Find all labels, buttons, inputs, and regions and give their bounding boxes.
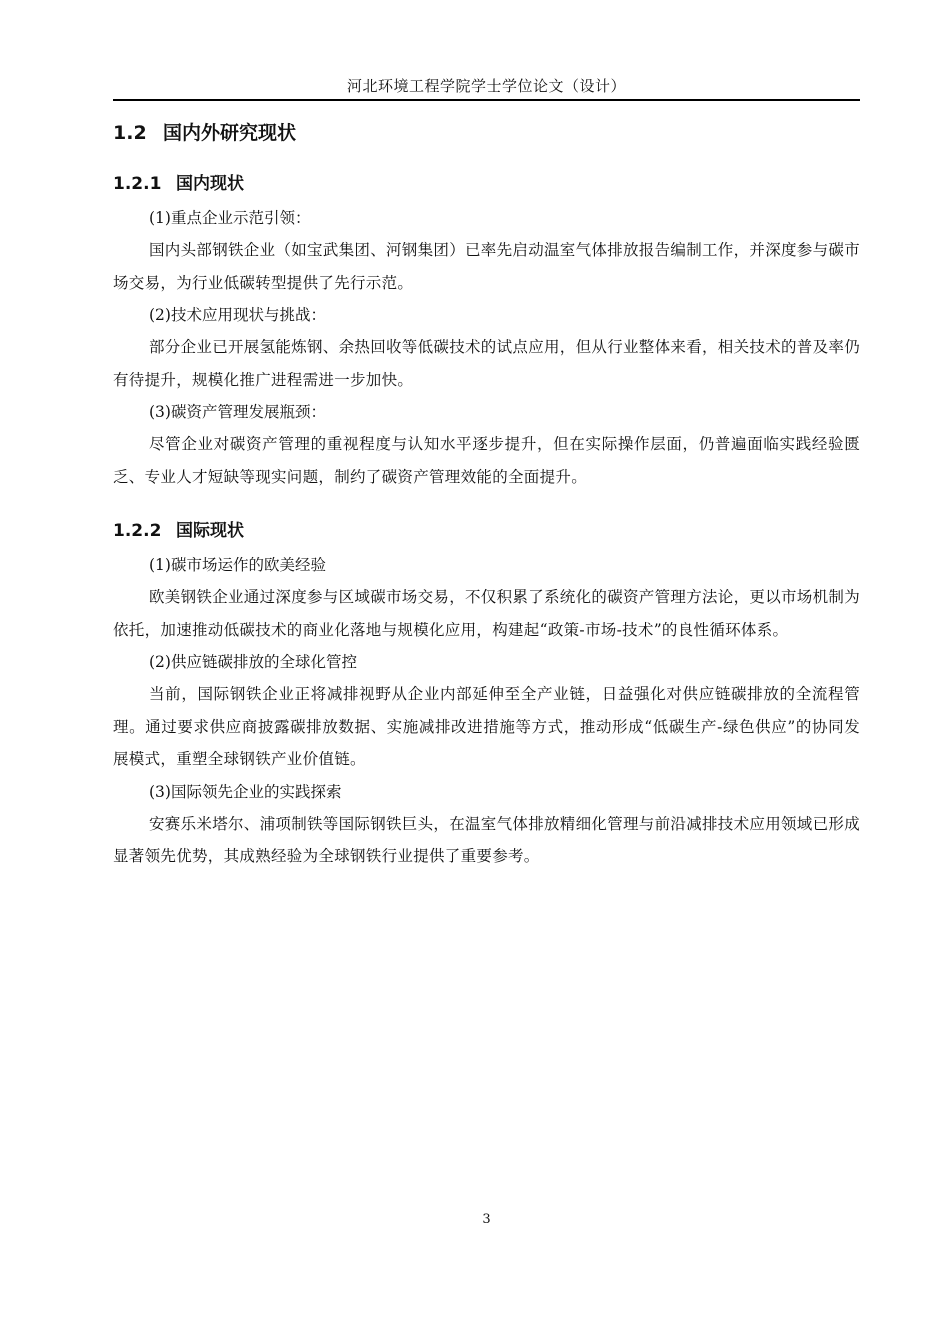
paragraph: 尽管企业对碳资产管理的重视程度与认知水平逐步提升，但在实际操作层面，仍普遍面临实践经验匮乏、专业人才短缺等现实问题，制约了碳资产管理效能的全面提升。 <box>113 435 860 486</box>
page-content <box>113 118 860 873</box>
page-number: 3 <box>482 1212 491 1227</box>
section-heading <box>113 118 860 148</box>
subsection-title: 国际现状 <box>176 521 244 541</box>
subsection-heading-international <box>113 517 860 545</box>
item-label: (1)重点企业示范引领： <box>149 209 311 227</box>
running-header: 河北环境工程学院学士学位论文（设计） <box>346 77 626 95</box>
item-label: (3)碳资产管理发展瓶颈： <box>149 403 326 421</box>
paragraph: 国内头部钢铁企业（如宝武集团、河钢集团）已率先启动温室气体排放报告编制工作，并深度参与碳市场交易，为行业低碳转型提供了先行示范。 <box>113 241 861 292</box>
subsection-heading-domestic <box>113 170 860 198</box>
paragraph: 欧美钢铁企业通过深度参与区域碳市场交易，不仅积累了系统化的碳资产管理方法论，更以市场机制为依托，加速推动低碳技术的商业化落地与规模化应用，构建起“政策-市场-技术”的良性循环体系。 <box>113 588 861 639</box>
paragraph: 当前，国际钢铁企业正将减排视野从企业内部延伸至全产业链，日益强化对供应链碳排放的全流程管理。通过要求供应商披露碳排放数据、实施减排改进措施等方式，推动形成“低碳生产-绿色供应”的协同发展模式，重塑全球钢铁产业价值链。 <box>113 685 860 768</box>
subsection-title: 国内现状 <box>176 174 244 194</box>
section-number: 1.2 <box>113 122 147 144</box>
header-rule <box>113 99 860 101</box>
subsection-number: 1.2.1 <box>113 174 162 194</box>
item-label: (1)碳市场运作的欧美经验 <box>149 556 326 574</box>
item-label: (2)技术应用现状与挑战： <box>149 306 326 324</box>
paragraph: 安赛乐米塔尔、浦项制铁等国际钢铁巨头，在温室气体排放精细化管理与前沿减排技术应用领域已形成显著领先优势，其成熟经验为全球钢铁行业提供了重要参考。 <box>113 814 861 865</box>
section-title: 国内外研究现状 <box>163 122 297 144</box>
item-label: (2)供应链碳排放的全球化管控 <box>149 653 357 671</box>
item-label: (3)国际领先企业的实践探索 <box>149 782 342 801</box>
paragraph: 部分企业已开展氢能炼钢、余热回收等低碳技术的试点应用，但从行业整体来看，相关技术的普及率仍有待提升，规模化推广进程需进一步加快。 <box>113 338 861 389</box>
subsection-number: 1.2.2 <box>113 521 162 541</box>
